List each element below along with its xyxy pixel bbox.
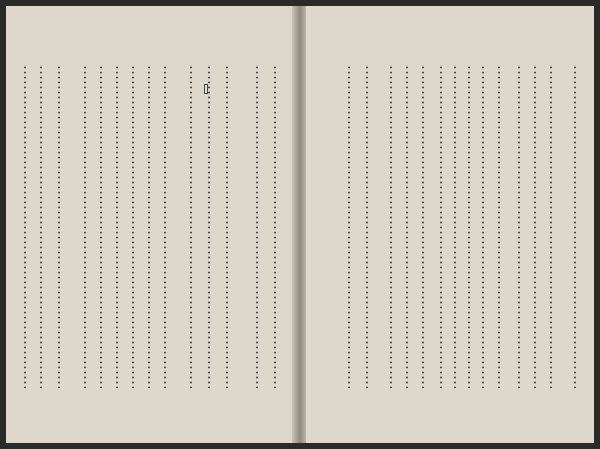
toc-leader-dots (116, 65, 118, 388)
toc-leader-dots (274, 65, 276, 388)
toc-leader-dots (454, 65, 456, 388)
right-toc-section-9 (416, 62, 430, 407)
toc-leader-dots (390, 65, 392, 388)
right-toc-section-13 (342, 62, 356, 407)
toc-leader-dots (58, 65, 60, 388)
left-toc-chapter-11 (52, 62, 66, 407)
left-toc-section-3 (202, 62, 216, 407)
toc-leader-dots (440, 65, 442, 388)
toc-leader-dots (366, 65, 368, 388)
right-toc-items-3 (512, 62, 526, 407)
toc-leader-dots (132, 65, 134, 388)
right-toc-items-6 (462, 62, 476, 407)
left-toc-section-12 (34, 62, 48, 407)
toc-leader-dots (256, 65, 258, 388)
left-toc-items-6 (142, 62, 156, 407)
toc-leader-dots (24, 65, 26, 388)
right-toc-section-10 (400, 62, 414, 407)
toc-leader-dots (482, 65, 484, 388)
left-toc-section-5 (158, 62, 172, 407)
right-toc-chapter-12 (360, 62, 374, 407)
toc-leader-dots (226, 65, 228, 388)
toc-leader-dots (190, 65, 192, 388)
left-toc-section-13 (18, 62, 32, 407)
left-toc-section-0 (268, 62, 282, 407)
right-toc-items-8 (434, 62, 448, 407)
toc-leader-dots (498, 65, 500, 388)
toc-leader-dots (518, 65, 520, 388)
left-toc-section-1 (250, 62, 264, 407)
toc-leader-dots (148, 65, 150, 388)
right-toc-chapter-0 (568, 62, 582, 407)
toc-leader-dots (164, 65, 166, 388)
toc-leader-dots (422, 65, 424, 388)
left-toc-items-8 (110, 62, 124, 407)
right-toc-section-4 (492, 62, 506, 407)
right-toc-section-2 (528, 62, 542, 407)
right-toc-section-1 (544, 62, 558, 407)
left-toc-items-10 (78, 62, 92, 407)
toc-leader-dots (468, 65, 470, 388)
left-toc-items-4 (184, 62, 198, 407)
left-page (6, 6, 294, 443)
right-toc-section-11 (384, 62, 398, 407)
toc-leader-dots (208, 65, 210, 388)
left-toc-items-7 (126, 62, 140, 407)
right-toc-items-5 (476, 62, 490, 407)
toc-leader-dots (574, 65, 576, 388)
left-toc-chapter-2 (220, 62, 234, 407)
toc-leader-dots (406, 65, 408, 388)
toc-leader-dots (534, 65, 536, 388)
toc-leader-dots (40, 65, 42, 388)
left-toc-items-9 (94, 62, 108, 407)
toc-leader-dots (84, 65, 86, 388)
toc-leader-dots (550, 65, 552, 388)
right-toc-items-7 (448, 62, 462, 407)
toc-leader-dots (100, 65, 102, 388)
toc-leader-dots (348, 65, 350, 388)
right-page (306, 6, 594, 443)
